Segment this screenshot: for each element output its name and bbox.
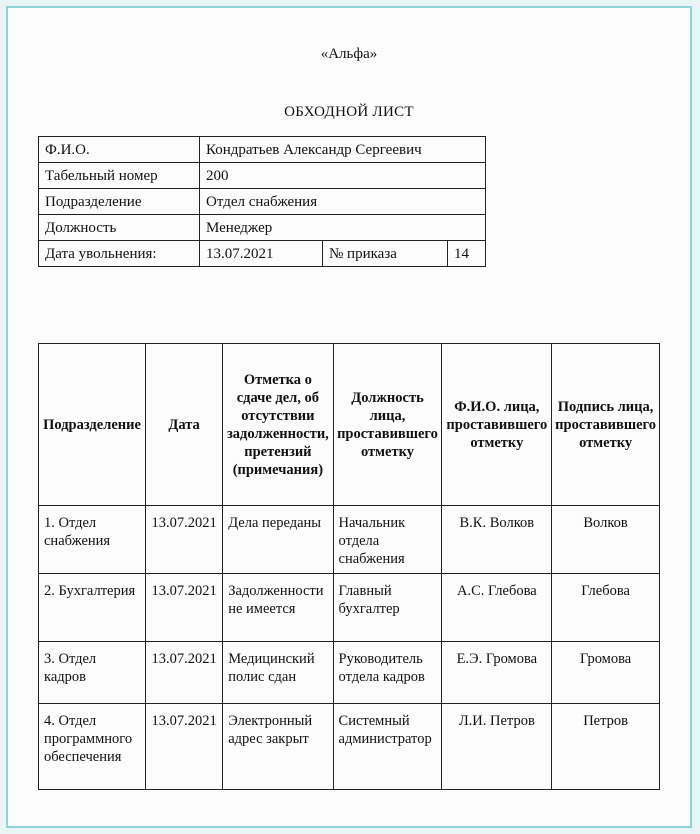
row-signature: Петров xyxy=(552,704,660,790)
fio-row xyxy=(39,137,486,163)
row-position: Системный администратор xyxy=(333,704,442,790)
department-label: Подразделение xyxy=(39,189,200,215)
table-row xyxy=(39,704,660,790)
row-department: 2. Бухгалтерия xyxy=(39,574,146,642)
document-page xyxy=(6,6,692,828)
row-fio: В.К. Волков xyxy=(442,506,552,574)
dismissal-date-value: 13.07.2021 xyxy=(200,241,323,267)
row-date: 13.07.2021 xyxy=(146,704,223,790)
tab-number-label: Табельный номер xyxy=(39,163,200,189)
fio-label: Ф.И.О. xyxy=(39,137,200,163)
table-row xyxy=(39,574,660,642)
row-signature: Глебова xyxy=(552,574,660,642)
header-fio: Ф.И.О. лица, проставившего отметку xyxy=(442,344,552,506)
row-signature: Волков xyxy=(552,506,660,574)
order-number-label: № приказа xyxy=(323,241,448,267)
header-department: Подразделение xyxy=(39,344,146,506)
position-row xyxy=(39,215,486,241)
row-fio: Л.И. Петров xyxy=(442,704,552,790)
row-date: 13.07.2021 xyxy=(146,574,223,642)
fio-value: Кондратьев Александр Сергеевич xyxy=(200,137,486,163)
row-note: Дела переданы xyxy=(223,506,333,574)
header-position: Должность лица, проставившего отметку xyxy=(333,344,442,506)
row-fio: А.С. Глебова xyxy=(442,574,552,642)
dismissal-date-label: Дата увольнения: xyxy=(39,241,200,267)
row-position: Главный бухгалтер xyxy=(333,574,442,642)
document-title: ОБХОДНОЙ ЛИСТ xyxy=(284,104,414,120)
row-signature: Громова xyxy=(552,642,660,704)
row-fio: Е.Э. Громова xyxy=(442,642,552,704)
row-date: 13.07.2021 xyxy=(146,506,223,574)
organization-name: «Альфа» xyxy=(320,46,378,62)
row-note: Медицинский полис сдан xyxy=(223,642,333,704)
row-department: 3. Отдел кадров xyxy=(39,642,146,704)
dismissal-row xyxy=(39,241,486,267)
department-row xyxy=(39,189,486,215)
position-value: Менеджер xyxy=(200,215,486,241)
clearance-table xyxy=(38,343,660,790)
table-row xyxy=(39,642,660,704)
row-department: 1. Отдел снабжения xyxy=(39,506,146,574)
tab-number-value: 200 xyxy=(200,163,486,189)
header-signature: Подпись лица, проставившего отметку xyxy=(552,344,660,506)
clearance-header-row xyxy=(39,344,660,506)
row-note: Электронный адрес закрыт xyxy=(223,704,333,790)
header-note: Отметка о сдаче дел, об отсутствии задолженности, претензий (примечания) xyxy=(223,344,333,506)
employee-info-table xyxy=(38,136,486,267)
table-row xyxy=(39,506,660,574)
order-number-value: 14 xyxy=(448,241,486,267)
row-position: Начальник отдела снабжения xyxy=(333,506,442,574)
row-position: Руководитель отдела кадров xyxy=(333,642,442,704)
department-value: Отдел снабжения xyxy=(200,189,486,215)
row-note: Задолженности не имеется xyxy=(223,574,333,642)
header-date: Дата xyxy=(146,344,223,506)
position-label: Должность xyxy=(39,215,200,241)
row-date: 13.07.2021 xyxy=(146,642,223,704)
tab-number-row xyxy=(39,163,486,189)
row-department: 4. Отдел программного обеспечения xyxy=(39,704,146,790)
